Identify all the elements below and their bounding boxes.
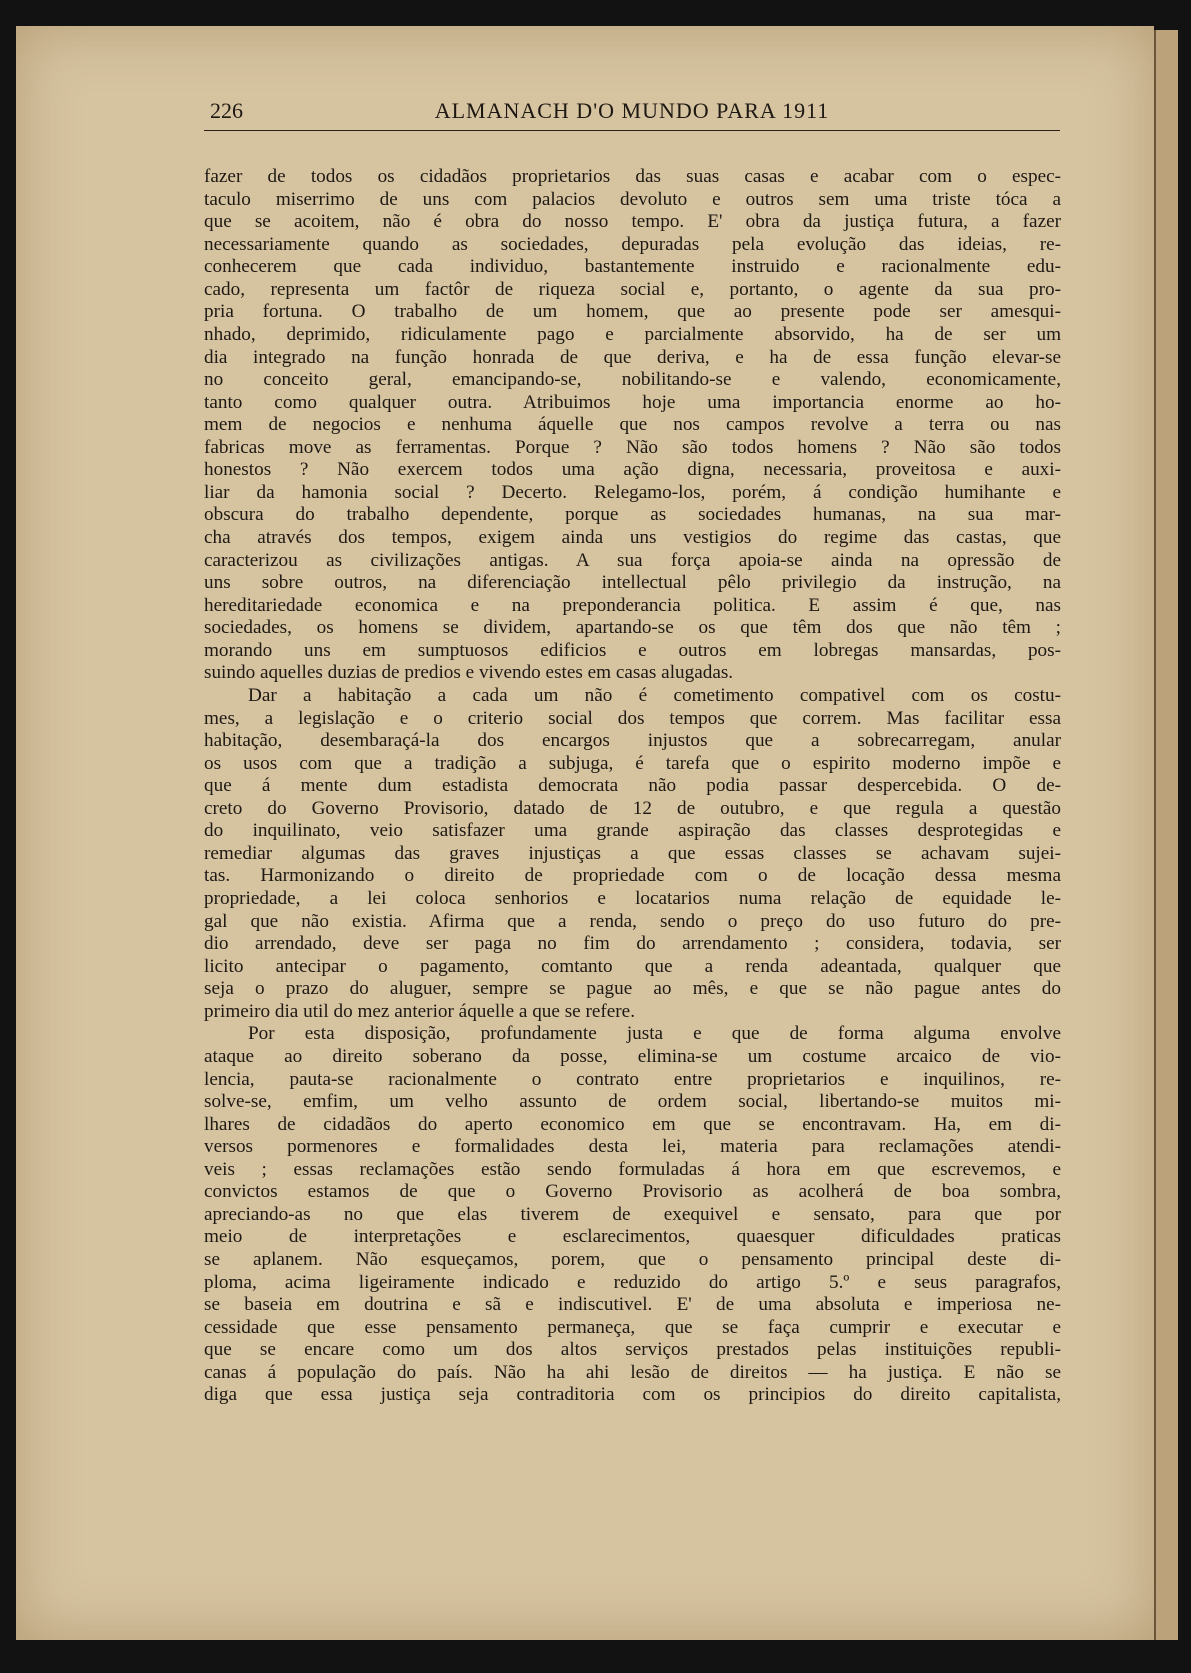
text-line: pria fortuna. O trabalho de um homem, que ao presente pode ser amesqui- <box>204 301 1061 323</box>
page-header <box>204 98 1060 131</box>
text-line: sociedades, os homens se dividem, apartando-se os que têm dos que não têm ; <box>204 617 1061 639</box>
text-line: habitação, desembaraçá-la dos encargos injustos que a sobrecarregam, anular <box>204 730 1061 752</box>
text-line: morando uns em sumptuosos edificios e outros em lobregas mansardas, pos- <box>204 639 1061 661</box>
text-line: mes, a legislação e o criterio social dos tempos que correm. Mas facilitar essa <box>204 707 1061 729</box>
text-line: veis ; essas reclamações estão sendo formuladas á hora em que escrevemos, e <box>204 1158 1061 1180</box>
text-line: dio arrendado, deve ser paga no fim do arrendamento ; considera, todavia, ser <box>204 933 1061 955</box>
text-line: lhares de cidadãos do aperto economico em que se encontravam. Ha, em di- <box>204 1113 1061 1135</box>
text-line: fabricas move as ferramentas. Porque ? Não são todos homens ? Não são todos <box>204 436 1061 458</box>
text-line: os usos com que a tradição a subjuga, é tarefa que o espirito moderno impõe e <box>204 752 1061 774</box>
text-line: conhecerem que cada individuo, bastantemente instruido e racionalmente edu- <box>204 256 1061 278</box>
text-line: Por esta disposição, profundamente justa e que de forma alguma envolve <box>248 1023 1061 1045</box>
text-line: versos pormenores e formalidades desta lei, materia para reclamações atendi- <box>204 1136 1061 1158</box>
text-line: propriedade, a lei coloca senhorios e locatarios numa relação de equidade le- <box>204 888 1061 909</box>
text-line: uns sobre outros, na diferenciação intellectual pêlo privilegio da instrução, na <box>204 572 1061 594</box>
text-line: primeiro dia util do mez anterior áquelle a que se refere. <box>204 1000 635 1022</box>
text-line: solve-se, emfim, um velho assunto de ordem social, libertando-se muitos mi- <box>204 1091 1061 1113</box>
text-line: suindo aquelles duzias de predios e vivendo estes em casas alugadas. <box>204 662 734 684</box>
text-line: tas. Harmonizando o direito de propriedade com o de locação dessa mesma <box>204 865 1061 887</box>
body-text <box>204 166 1061 1407</box>
text-line: licito antecipar o pagamento, comtanto que a renda adeantada, qualquer que <box>204 955 1061 977</box>
text-line: diga que essa justiça seja contraditoria com os principios do direito capitalista, <box>204 1384 1061 1406</box>
page-edge <box>1154 30 1178 1640</box>
text-line: apreciando-as no que elas tiverem de exequivel e sensato, para que por <box>204 1203 1061 1225</box>
text-line: meio de interpretações e esclarecimentos, quaesquer dificuldades praticas <box>204 1226 1061 1248</box>
text-line: mem de negocios e nenhuma áquelle que nos campos revolve a terra ou nas <box>204 414 1061 436</box>
text-line: remediar algumas das graves injustiças a que essas classes se achavam sujei- <box>204 842 1061 864</box>
text-line: se baseia em doutrina e sã e indiscutivel. E' de uma absoluta e imperiosa ne- <box>204 1294 1061 1316</box>
text-line: que á mente dum estadista democrata não podia passar despercebida. O de- <box>204 775 1061 797</box>
text-line: no conceito geral, emancipando-se, nobilitando-se e valendo, economicamente, <box>204 369 1061 391</box>
text-line: tanto como qualquer outra. Atribuimos hoje uma importancia enorme ao ho- <box>204 391 1061 413</box>
running-title: ALMANACH D'O MUNDO PARA 1911 <box>434 98 830 123</box>
text-line: cado, representa um factôr de riqueza social e, portanto, o agente da sua pro- <box>204 278 1061 300</box>
text-line: cessidade que esse pensamento permaneça, que se faça cumprir e executar e <box>204 1316 1061 1338</box>
text-line: do inquilinato, veio satisfazer uma grande aspiração das classes desprotegidas e <box>204 820 1061 842</box>
text-line: nhado, deprimido, ridiculamente pago e parcialmente absorvido, ha de ser um <box>204 323 1061 345</box>
text-line: dia integrado na função honrada de que deriva, e ha de essa função elevar-se <box>204 346 1061 368</box>
text-line: necessariamente quando as sociedades, depuradas pela evolução das ideias, re- <box>204 233 1061 255</box>
text-line: se aplanem. Não esqueçamos, porem, que o pensamento principal deste di- <box>204 1249 1061 1270</box>
text-line: canas á população do país. Não ha ahi lesão de direitos — ha justiça. E não se <box>204 1361 1061 1383</box>
text-line: gal que não existia. Afirma que a renda, sendo o preço do uso futuro do pre- <box>204 910 1061 932</box>
text-line: hereditariedade economica e na preponderancia politica. E assim é que, nas <box>204 594 1061 616</box>
text-line: que se encare como um dos altos serviços prestados pelas instituições republi- <box>204 1339 1061 1361</box>
page-number: 226 <box>210 98 243 123</box>
text-line: lencia, pauta-se racionalmente o contrato entre proprietarios e inquilinos, re- <box>204 1068 1061 1090</box>
text-line: liar da hamonia social ? Decerto. Relegamo-los, porém, á condição humihante e <box>204 481 1061 503</box>
text-line: fazer de todos os cidadãos proprietarios das suas casas e acabar com o espec- <box>204 166 1061 187</box>
text-line: taculo miserrimo de uns com palacios devoluto e outros sem uma triste tóca a <box>204 188 1061 210</box>
text-line: cha através dos tempos, exigem ainda uns vestigios do regime das castas, que <box>204 527 1061 548</box>
text-line: obscura do trabalho dependente, porque as sociedades humanas, na sua mar- <box>204 504 1061 526</box>
text-line: seja o prazo do aluguer, sempre se pague ao mês, e que se não pague antes do <box>204 978 1061 1000</box>
text-line: ploma, acima ligeiramente indicado e reduzido do artigo 5.º e seus paragrafos, <box>204 1271 1061 1293</box>
text-line: que se acoitem, não é obra do nosso tempo. E' obra da justiça futura, a fazer <box>204 211 1061 233</box>
text-line: ataque ao direito soberano da posse, elimina-se um costume arcaico de vio- <box>204 1045 1061 1067</box>
text-line: convictos estamos de que o Governo Provisorio as acolherá de boa sombra, <box>204 1181 1061 1203</box>
text-line: Dar a habitação a cada um não é cometimento compativel com os costu- <box>248 684 1061 706</box>
text-line: caracterizou as civilizações antigas. A sua força apoia-se ainda na opressão de <box>204 549 1061 571</box>
text-line: honestos ? Não exercem todos uma ação digna, necessaria, proveitosa e auxi- <box>204 459 1061 481</box>
text-line: creto do Governo Provisorio, datado de 12 de outubro, e que regula a questão <box>204 797 1061 819</box>
